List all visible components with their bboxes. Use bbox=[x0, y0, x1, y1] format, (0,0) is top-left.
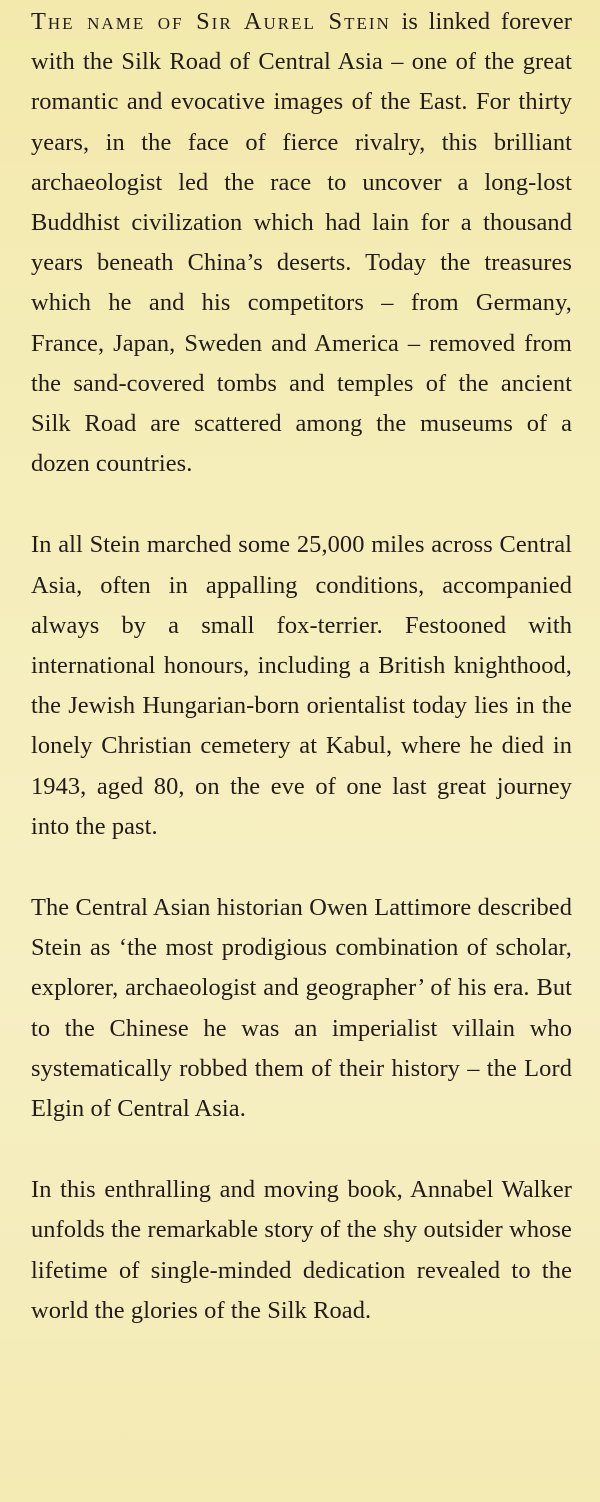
paragraph-intro-text: is linked forever with the Silk Road of Central Asia – one of the great romantic and evocative images of the East. For thirty years, in the face of fierce rivalry, this brilliant archaeologist led the race to uncover a long-lost Buddhist civilization which had lain for a thousand years beneath China’s deserts. Today the treasures which he and his competitors – from Germany, France, Japan, Sweden and America – removed from the sand-covered tombs and temples of the ancient Silk Road are scattered among the museums of a dozen countries. bbox=[31, 8, 572, 478]
paragraph-lead-small-caps: The name of Sir Aurel Stein bbox=[31, 8, 391, 35]
paragraph-reputation: The Central Asian historian Owen Lattimore described Stein as ‘the most prodigious combination of scholar, explorer, archaeologist and geographer’ of his era. But to the Chinese he was an imperialist villain who systematically robbed them of their history – the Lord Elgin of Central Asia. bbox=[31, 894, 572, 1123]
paragraph-book-summary: In this enthralling and moving book, Annabel Walker unfolds the remarkable story of the shy outsider whose lifetime of single-minded dedication revealed to the world the glories of the Silk Road. bbox=[31, 1176, 572, 1324]
paragraph-journeys: In all Stein marched some 25,000 miles across Central Asia, often in appalling conditions, accompanied always by a small fox-terrier. Festooned with international honours, including a British knighthood, the Jewish Hungarian-born orientalist today lies in the lonely Christian cemetery at Kabul, where he died in 1943, aged 80, on the eve of one last great journey into the past. bbox=[31, 531, 572, 840]
paragraph-intro bbox=[31, 0, 572, 484]
